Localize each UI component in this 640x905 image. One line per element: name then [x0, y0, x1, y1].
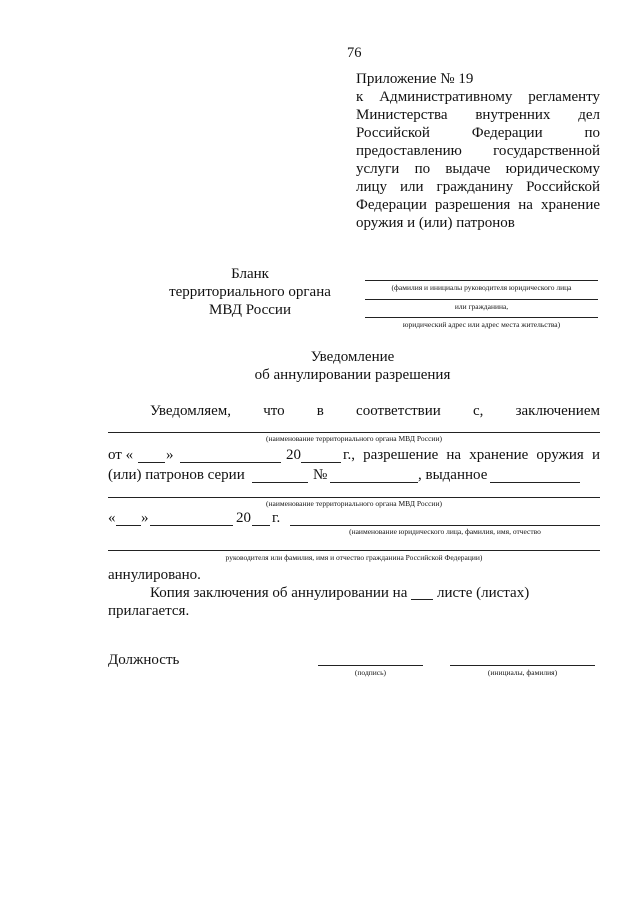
organ-caption-2: (наименование территориального органа МВД России): [266, 499, 442, 508]
appendix-line: Российской Федерации по: [356, 125, 600, 141]
year-prefix: 20: [286, 447, 301, 463]
notify-line: Уведомляем, что в соответствии с, заключением: [150, 403, 600, 419]
permit-tail: г., разрешение на хранение оружия и: [343, 447, 600, 463]
copy-text-end: листе (листах): [437, 585, 530, 601]
blank-line: Бланк: [231, 266, 269, 282]
recipient-name-line[interactable]: [365, 280, 598, 281]
recipient-address-line[interactable]: [365, 317, 598, 318]
appendix-block: [356, 70, 600, 232]
close-quote: »: [166, 447, 174, 463]
heading-line-1: Уведомление: [310, 349, 395, 365]
quote-open-2: «: [108, 510, 116, 526]
recipient-caption-1: (фамилия и инициалы руководителя юридического лица: [391, 283, 572, 292]
appendix-line: к Административному регламенту: [356, 89, 600, 105]
number-field[interactable]: [330, 482, 418, 483]
quote-close-2: »: [141, 510, 149, 526]
attached-text: прилагается.: [108, 603, 190, 619]
year-g: г.: [272, 510, 281, 526]
month-field[interactable]: [180, 462, 281, 463]
year-field-2[interactable]: [252, 525, 270, 526]
head-line[interactable]: [108, 550, 600, 551]
year-prefix-2: 20: [236, 510, 251, 526]
blank-line: МВД России: [209, 302, 291, 318]
appendix-line: услуги по выдаче юридическому: [356, 161, 600, 177]
day-field[interactable]: [138, 462, 165, 463]
document-heading: [200, 348, 505, 384]
series-field[interactable]: [252, 482, 308, 483]
month-field-2[interactable]: [150, 525, 233, 526]
blank-line: территориального органа: [169, 284, 331, 300]
name-field[interactable]: [450, 665, 595, 666]
signature-caption: (подпись): [354, 668, 387, 677]
recipient-caption-2: или гражданина,: [454, 302, 509, 311]
appendix-line: Министерства внутренних дел: [356, 107, 600, 123]
appendix-line: предоставлению государственной: [356, 143, 600, 159]
appendix-line: Федерации разрешения на хранение: [356, 197, 600, 213]
blank-block: [140, 265, 360, 319]
recipient-caption-3: юридический адрес или адрес места жительства): [402, 320, 561, 329]
page-number: 76: [347, 45, 362, 61]
entity-caption: (наименование юридического лица, фамилия, имя, отчество: [349, 527, 541, 536]
issued-field[interactable]: [490, 482, 580, 483]
name-caption: (инициалы, фамилия): [487, 668, 558, 677]
organ-line-1[interactable]: [108, 432, 600, 433]
head-caption: руководителя или фамилия, имя и отчество гражданина Российской Федерации): [225, 553, 483, 562]
position-label: Должность: [108, 652, 180, 668]
annulled-text: аннулировано.: [108, 567, 201, 583]
number-sign: №: [313, 467, 328, 483]
appendix-line: лицу или гражданину Российской: [356, 179, 600, 195]
organ-caption-1: (наименование территориального органа МВД России): [266, 434, 442, 443]
entity-line[interactable]: [290, 525, 600, 526]
appendix-line: оружия и (или) патронов: [356, 215, 515, 231]
series-text: (или) патронов серии: [108, 467, 245, 483]
signature-field[interactable]: [318, 665, 423, 666]
issued-text: , выданное: [418, 467, 488, 483]
day-field-2[interactable]: [116, 525, 141, 526]
organ-line-2[interactable]: [108, 497, 600, 498]
copy-text-start: Копия заключения об аннулировании на: [150, 585, 408, 601]
heading-line-2: об аннулировании разрешения: [254, 367, 451, 383]
appendix-title: Приложение № 19: [356, 71, 474, 87]
recipient-line-2[interactable]: [365, 299, 598, 300]
from-text: от «: [108, 447, 134, 463]
appendix-text: [356, 88, 600, 232]
year-field[interactable]: [301, 462, 341, 463]
sheets-field[interactable]: [411, 599, 433, 600]
